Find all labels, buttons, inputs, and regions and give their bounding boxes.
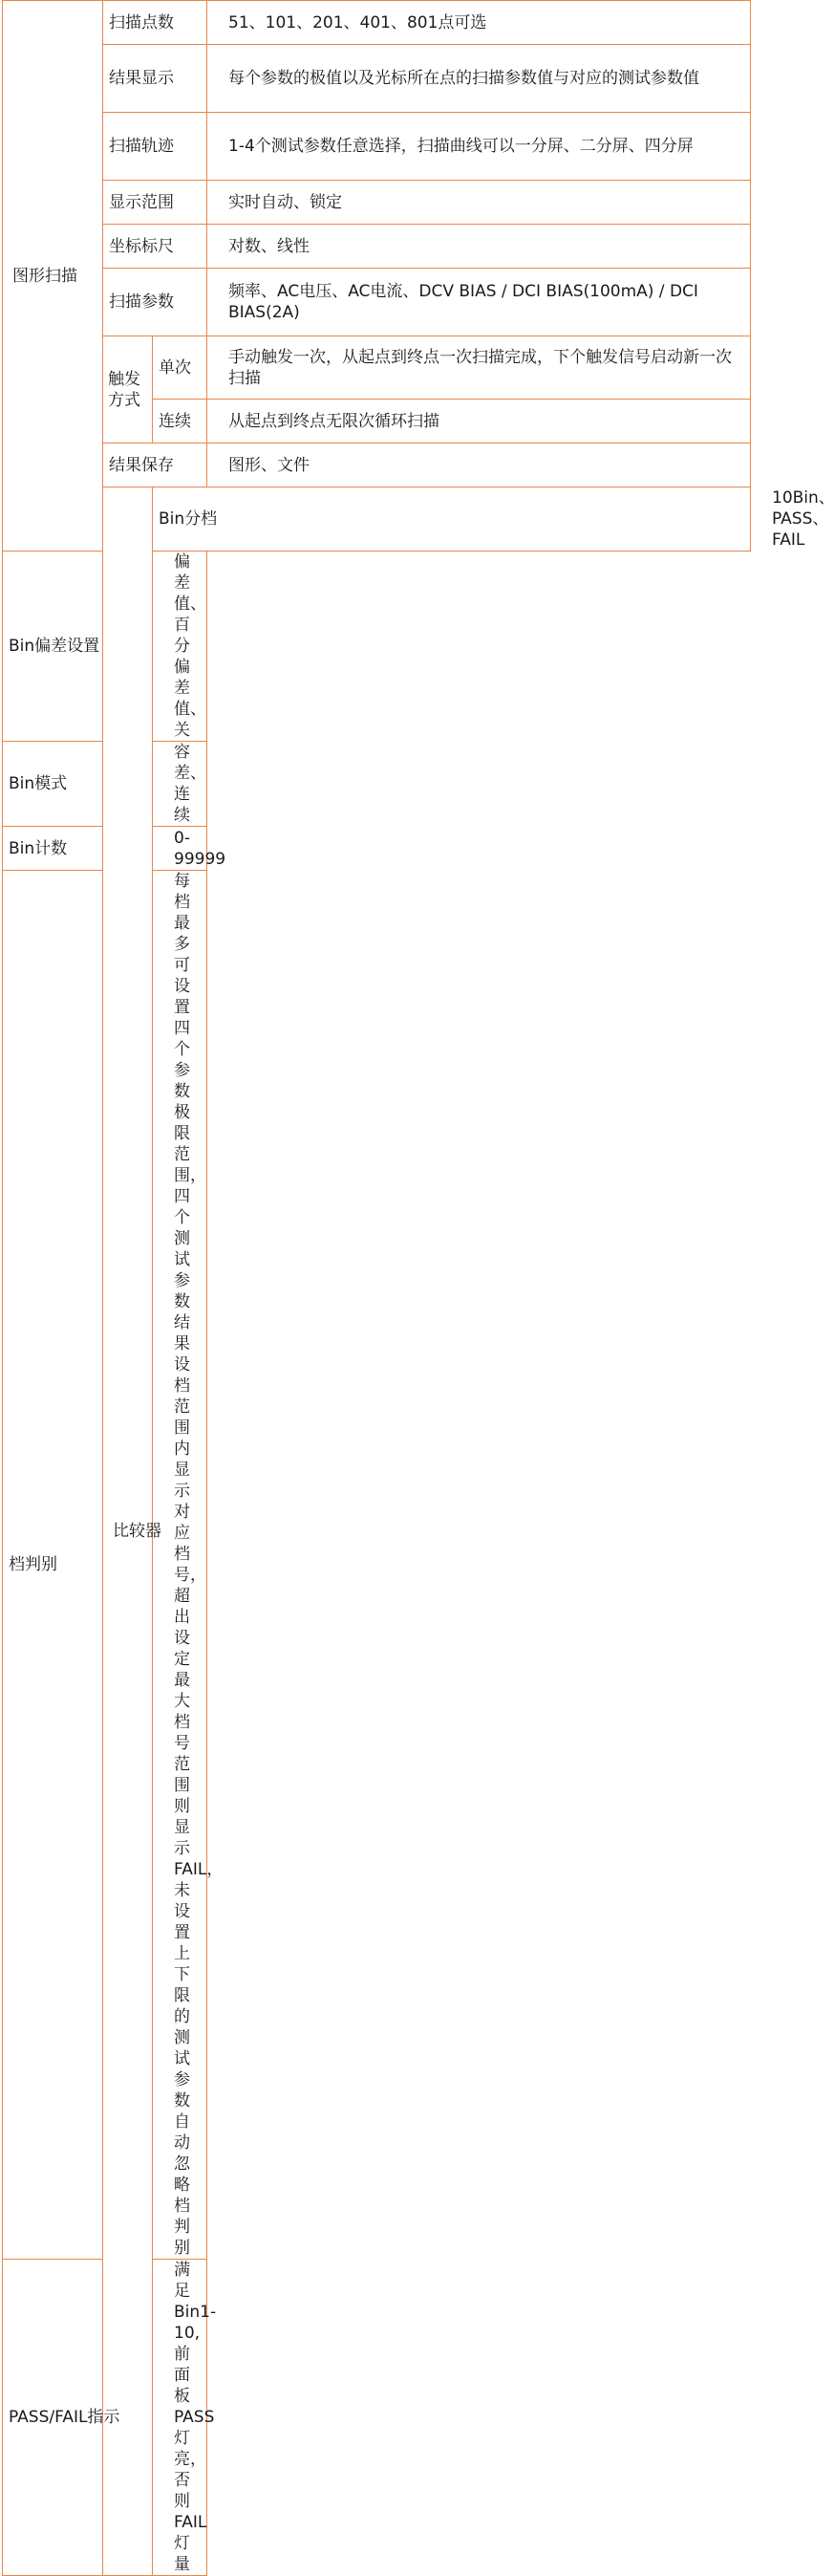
value-result-display: 每个参数的极值以及光标所在点的扫描参数值与对应的测试参数值 — [207, 45, 751, 113]
value-bin-count: 0-99999 — [153, 827, 207, 871]
table-row — [3, 225, 751, 269]
param-display-range: 显示范围 — [103, 181, 207, 225]
param-grade-judge: 档判别 — [3, 871, 153, 2260]
param-bin-deviation: Bin偏差设置 — [3, 552, 153, 742]
value-display-range: 实时自动、锁定 — [207, 181, 751, 225]
value-result-save: 图形、文件 — [207, 444, 751, 487]
table-row — [3, 269, 751, 336]
value-trigger-continuous: 从起点到终点无限次循环扫描 — [207, 400, 751, 444]
param-scan-trace: 扫描轨迹 — [103, 113, 207, 181]
value-bin-deviation: 偏差值、百分偏差值、关 — [153, 552, 207, 742]
value-grade-judge: 每档最多可设置四个参数极限范围，四个测试参数结果设档范围内显示对应档号，超出设定最大档号范围则显示FAIL，未设置上下限的测试参数自动忽略档判别 — [153, 871, 207, 2260]
param-scan-points: 扫描点数 — [103, 1, 207, 45]
table-row — [3, 444, 751, 487]
table-row — [3, 113, 751, 181]
param-trigger-continuous: 连续 — [153, 400, 207, 444]
table-row — [3, 336, 751, 400]
spec-table — [2, 0, 835, 2576]
param-scan-params: 扫描参数 — [103, 269, 207, 336]
param-result-save: 结果保存 — [103, 444, 207, 487]
param-bin-mode: Bin模式 — [3, 742, 153, 827]
category-comparator: 比较器 — [103, 487, 153, 2576]
table-row — [3, 181, 751, 225]
param-bin-count: Bin计数 — [3, 827, 153, 871]
table-row — [3, 552, 751, 742]
value-scan-points: 51、101、201、401、801点可选 — [207, 1, 751, 45]
table-row — [3, 871, 751, 2260]
category-graph-scan: 图形扫描 — [3, 1, 103, 552]
param-trigger-mode: 触发方式 — [103, 336, 153, 444]
param-result-display: 结果显示 — [103, 45, 207, 113]
table-row — [3, 45, 751, 113]
param-bin-grade: Bin分档 — [153, 487, 751, 552]
table-row — [3, 827, 751, 871]
value-axis-scale: 对数、线性 — [207, 225, 751, 269]
param-pass-fail: PASS/FAIL指示 — [3, 2260, 153, 2576]
table-row — [3, 2260, 751, 2576]
table-row: 比较器 Bin分档 10Bin、PASS、FAIL — [3, 487, 751, 552]
value-scan-trace: 1-4个测试参数任意选择，扫描曲线可以一分屏、二分屏、四分屏 — [207, 113, 751, 181]
param-axis-scale: 坐标标尺 — [103, 225, 207, 269]
value-trigger-single: 手动触发一次，从起点到终点一次扫描完成，下个触发信号启动新一次扫描 — [207, 336, 751, 400]
table-row — [3, 1, 751, 45]
param-trigger-single: 单次 — [153, 336, 207, 400]
table-row — [3, 742, 751, 827]
value-pass-fail: 满足Bin1-10,前面板PASS灯亮，否则FAIL灯量 — [153, 2260, 207, 2576]
value-bin-mode: 容差、连续 — [153, 742, 207, 827]
value-scan-params: 频率、AC电压、AC电流、DCV BIAS / DCI BIAS(100mA) / DCI BIAS(2A) — [207, 269, 751, 336]
